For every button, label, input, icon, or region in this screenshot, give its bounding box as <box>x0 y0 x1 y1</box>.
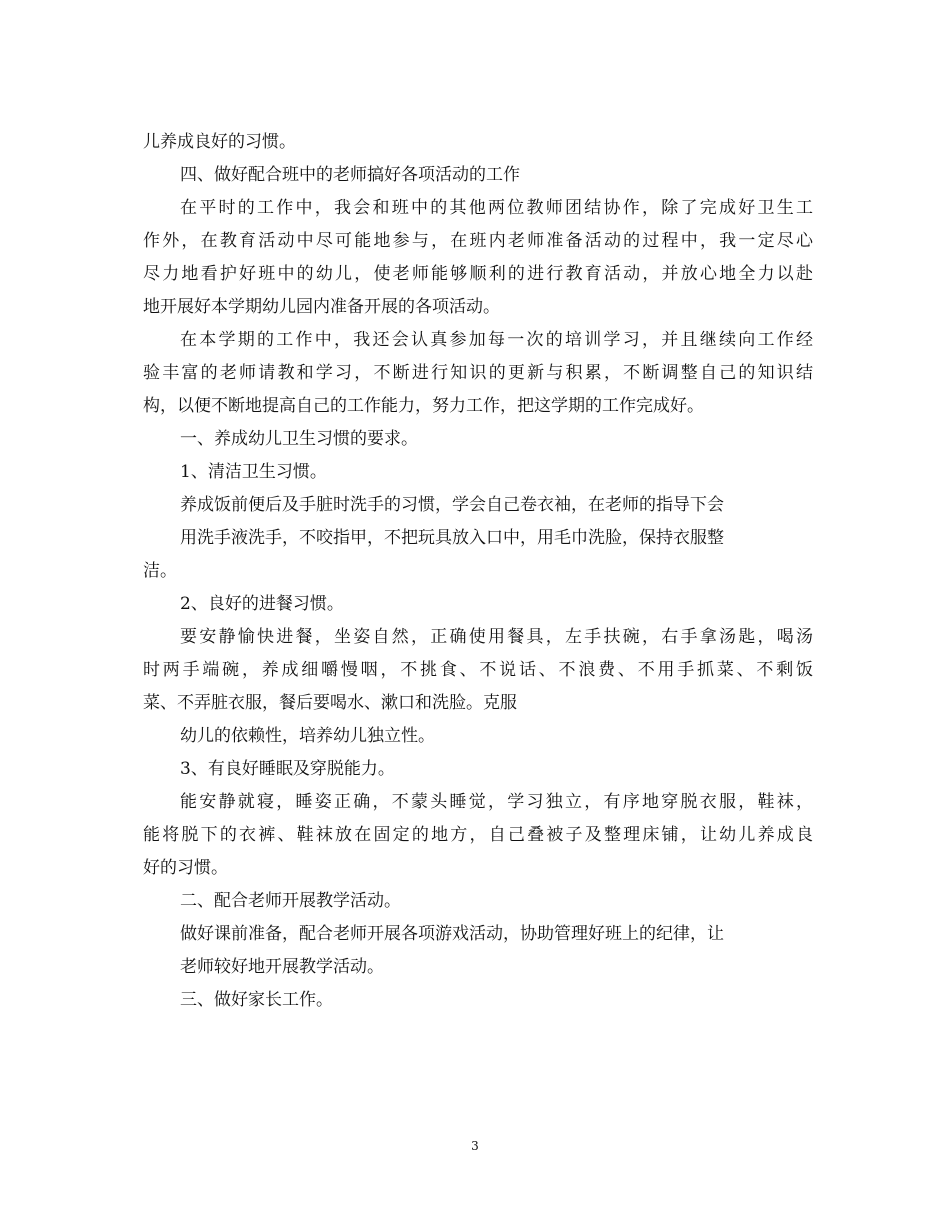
text-line: 洁。 <box>143 561 177 581</box>
text-line: 地开展好本学期幼儿园内准备开展的各项活动。 <box>143 297 500 317</box>
text-line: 要安静愉快进餐，坐姿自然，正确使用餐具，左手扶碗，右手拿汤匙，喝汤 <box>180 627 813 647</box>
text-line: 用洗手液洗手，不咬指甲，不把玩具放入口中，用毛巾洗脸，保持衣服整 <box>180 528 724 548</box>
text-line: 验丰富的老师请教和学习，不断进行知识的更新与积累，不断调整自己的知识结 <box>143 363 813 383</box>
text-line: 在平时的工作中，我会和班中的其他两位教师团结协作，除了完成好卫生工 <box>180 198 813 218</box>
text-line: 老师较好地开展教学活动。 <box>180 957 384 977</box>
text-line: 一、养成幼儿卫生习惯的要求。 <box>180 429 418 449</box>
text-line: 儿养成良好的习惯。 <box>143 132 296 152</box>
text-line: 养成饭前便后及手脏时洗手的习惯，学会自己卷衣袖，在老师的指导下会 <box>180 495 724 515</box>
text-line: 四、做好配合班中的老师搞好各项活动的工作 <box>180 165 520 185</box>
text-line: 三、做好家长工作。 <box>180 990 333 1010</box>
text-line: 能安静就寝，睡姿正确，不蒙头睡觉，学习独立，有序地穿脱衣服，鞋袜， <box>180 792 813 812</box>
text-line: 1、清洁卫生习惯。 <box>180 462 327 482</box>
page-number: 3 <box>471 1139 479 1153</box>
text-line: 好的习惯。 <box>143 858 228 878</box>
text-line: 菜、不弄脏衣服，餐后要喝水、漱口和洗脸。克服 <box>143 693 517 713</box>
document-body <box>143 126 813 1017</box>
text-line: 在本学期的工作中，我还会认真参加每一次的培训学习，并且继续向工作经 <box>180 330 813 350</box>
text-line: 幼儿的依赖性，培养幼儿独立性。 <box>180 726 435 746</box>
text-line: 作外，在教育活动中尽可能地参与，在班内老师准备活动的过程中，我一定尽心 <box>143 231 813 251</box>
text-line: 3、有良好睡眠及穿脱能力。 <box>180 759 395 779</box>
text-line: 做好课前准备，配合老师开展各项游戏活动，协助管理好班上的纪律，让 <box>180 924 724 944</box>
text-line: 2、良好的进餐习惯。 <box>180 594 344 614</box>
text-line: 时两手端碗，养成细嚼慢咽，不挑食、不说话、不浪费、不用手抓菜、不剩饭 <box>143 660 813 680</box>
text-line: 二、配合老师开展教学活动。 <box>180 891 401 911</box>
text-line: 能将脱下的衣裤、鞋袜放在固定的地方，自己叠被子及整理床铺，让幼儿养成良 <box>143 825 813 845</box>
text-line: 尽力地看护好班中的幼儿，使老师能够顺利的进行教育活动，并放心地全力以赴 <box>143 264 813 284</box>
text-line: 构，以便不断地提高自己的工作能力，努力工作，把这学期的工作完成好。 <box>143 396 704 416</box>
